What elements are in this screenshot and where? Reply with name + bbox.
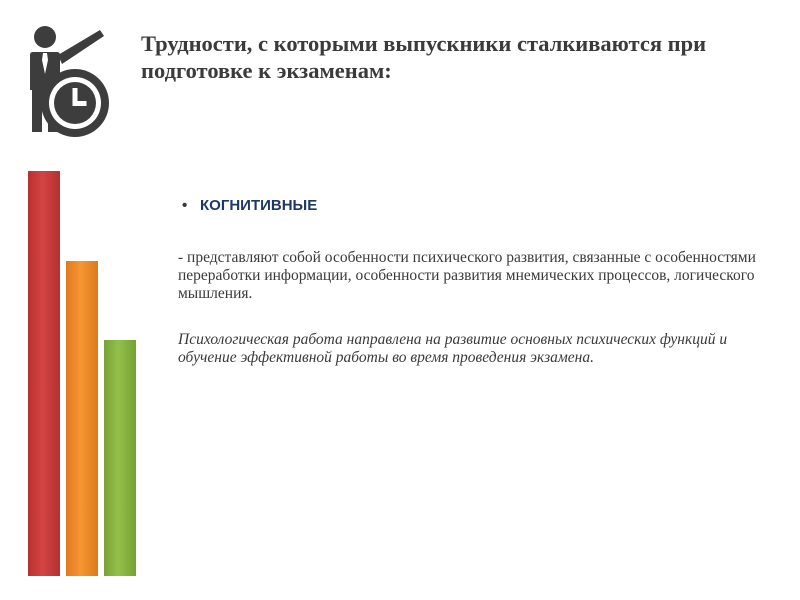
slide-title: Трудности, с которыми выпускники сталкиваются при подготовке к экзаменам:	[141, 31, 707, 83]
decor-bar-orange	[66, 261, 98, 576]
description-paragraph: - представляют собой особенности психического развития, связанные с особенностями переработки информации, особенности развития мнемических процессов, логического мышления.	[178, 249, 756, 302]
decor-bar-green	[104, 340, 136, 576]
bullet-label: КОГНИТИВНЫЕ	[200, 197, 318, 214]
bullet-marker: •	[182, 197, 188, 214]
decor-bar-red	[28, 171, 60, 576]
note-paragraph: Психологическая работа направлена на развитие основных психических функций и обучение эффективной работы во время проведения экзамена.	[178, 331, 728, 366]
bullet-item	[182, 197, 317, 214]
presenter-clock-icon	[14, 22, 130, 140]
